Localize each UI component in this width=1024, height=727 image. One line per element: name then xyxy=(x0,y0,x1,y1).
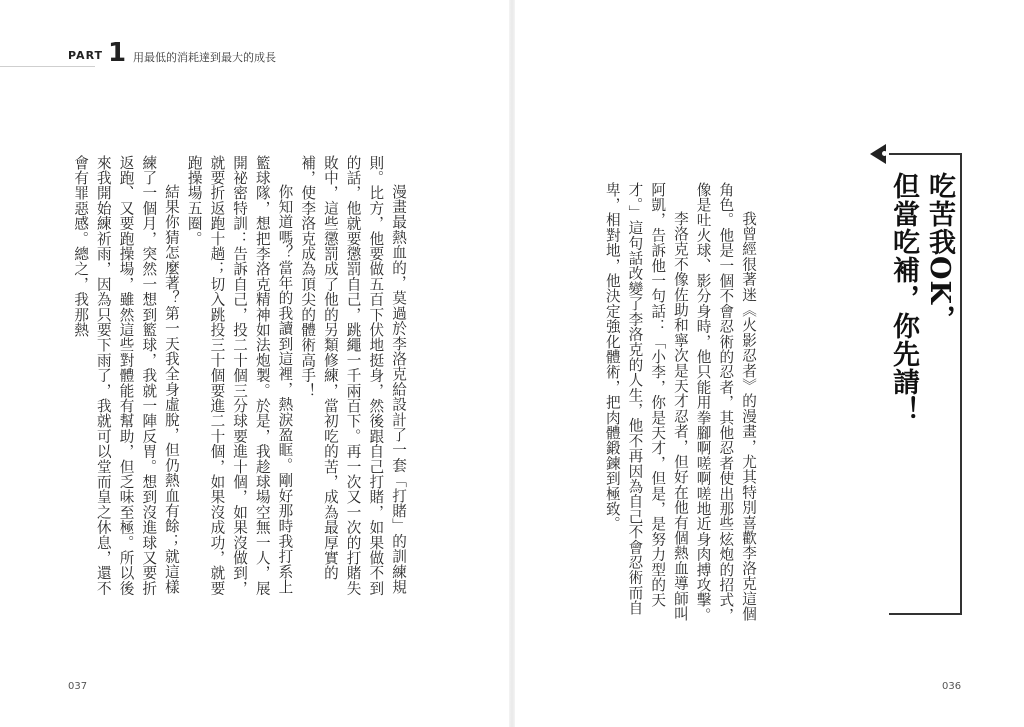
header-rule xyxy=(0,66,95,67)
heading-dot-icon xyxy=(882,151,887,156)
section-heading xyxy=(877,172,957,602)
part-number: 1 xyxy=(108,38,127,68)
paragraph: 漫畫最熱血的，莫過於李洛克給設計了一套「打賭」的訓練規則。比方，他要做五百下伏地挺身，然後跟自己打賭，如果做不到的話，他就要懲罰自己，跳繩一千兩百下。再一次又一次的打賭失敗中，這些懲罰成了他的另類修練，當初吃的苦，成為最厚實的補，使李洛克成為頂尖的體術高手！ xyxy=(299,155,407,596)
part-label: PART xyxy=(68,49,104,62)
right-body-text xyxy=(549,182,759,624)
page-number-left: 037 xyxy=(68,681,88,692)
paragraph: 李洛克不像佐助和寧次是天才忍者，但好在他有個熱血導師叫阿凱，告訴他一句話：「小李，你是天才，但是，是努力型的天才。」這句話改變了李洛克的人生，他不再因為自己不會忍術而自卑，相對地，他決定強化體術，把肉體鍛鍊到極致。 xyxy=(603,182,689,622)
heading-line: 吃苦我OK， xyxy=(924,172,955,333)
paragraph: 我曾經很著迷《火影忍者》的漫畫，尤其特別喜歡李洛克這個角色。他是一個不會忍術的忍者，其他忍者使出那些炫炮的招式，像是吐火球、影分身時，他只能用拳腳啊嗟啊嗟地近身肉搏攻擊。 xyxy=(694,182,757,623)
page-number-right: 036 xyxy=(942,681,962,692)
left-body-text xyxy=(0,155,409,600)
heading-line: 但當吃補，你先請！ xyxy=(888,172,919,424)
right-page xyxy=(512,0,1024,727)
paragraph: 你知道嗎？當年的我讀到這裡，熱淚盈眶。剛好那時我打系上籃球隊，想把李洛克精神如法炮製。於是，我趁球場空無一人，展開祕密特訓：告訴自己，投二十個三分球要進十個，如果沒做到，就要折返跑十趟；切入跳投三十個要進二十個，如果沒成功，就要跑操場五圈。 xyxy=(185,155,294,596)
part-title: 用最低的消耗達到最大的成長 xyxy=(133,51,276,64)
paragraph: 結果你猜怎麼著？第一天我全身虛脫，但仍熱血有餘；就這樣練了一個月，突然一想到籃球，我就一陣反胃。想到沒進球又要折返跑、又要跑操場，雖然這些對體能有幫助，但乏味至極。所以後來我開始練祈雨，因為只要下雨了，我就可以堂而皇之休息，還不會有罪惡感。總之，我那熱 xyxy=(72,155,180,596)
